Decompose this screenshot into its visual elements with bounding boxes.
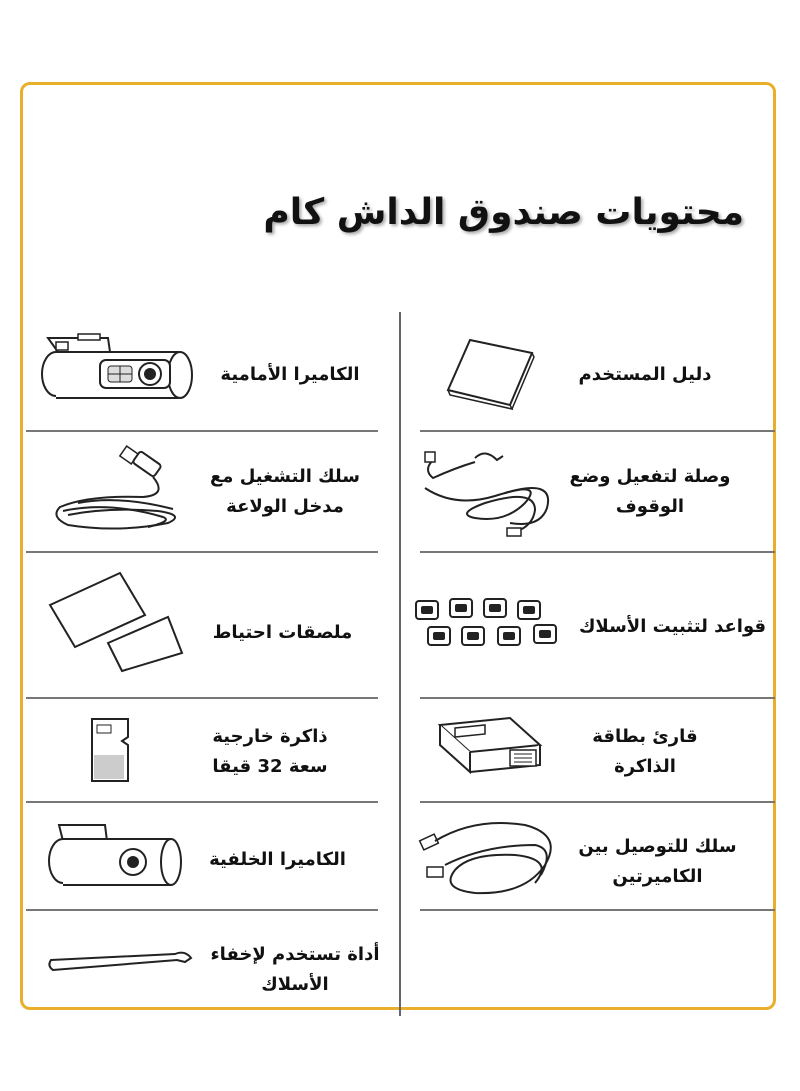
row-divider <box>26 551 378 553</box>
item-label-manual: دليل المستخدم <box>578 364 712 385</box>
manual-booklet-icon <box>440 335 540 414</box>
cable-clips-icon <box>408 595 568 659</box>
item-label-camera-link-cable: سلك للتوصيل بين الكاميرتين <box>578 836 737 887</box>
item-label-pry-tool: أداة تستخدم لإخفاء الأسلاك <box>210 944 380 995</box>
trim-tool-icon <box>45 940 195 984</box>
front-camera-icon <box>38 330 198 414</box>
row-divider <box>420 430 775 432</box>
row-divider <box>420 801 775 803</box>
card-reader-icon <box>430 710 550 789</box>
row-divider <box>26 697 378 699</box>
page-title: محتويات صندوق الداش كام <box>263 192 744 233</box>
item-label-stickers: ملصقات احتياط <box>212 622 353 643</box>
column-divider <box>399 312 401 1016</box>
row-divider <box>420 697 775 699</box>
row-divider <box>420 551 775 553</box>
parking-mode-cable-icon <box>415 448 565 542</box>
row-divider <box>26 430 378 432</box>
row-divider <box>420 909 775 911</box>
micro-sd-card-icon <box>88 715 138 789</box>
item-label-front-camera: الكاميرا الأمامية <box>220 364 360 385</box>
rear-camera-icon <box>45 815 190 899</box>
row-divider <box>26 909 378 911</box>
item-label-power-cable: سلك التشغيل مع مدخل الولاعة <box>210 466 360 517</box>
car-charger-cable-icon <box>48 445 188 539</box>
item-label-card-reader: قارئ بطاقة الذاكرة <box>592 726 698 777</box>
item-label-memory-card: ذاكرة خارجية سعة 32 قيقا <box>212 726 328 777</box>
item-label-parking-cable: وصلة لتفعيل وضع الوقوف <box>569 466 731 517</box>
spare-stickers-icon <box>40 565 190 679</box>
camera-link-cable-icon <box>415 815 565 909</box>
row-divider <box>26 801 378 803</box>
item-label-rear-camera: الكاميرا الخلفية <box>209 849 346 870</box>
item-label-cable-clips: قواعد لتثبيت الأسلاك <box>578 616 767 637</box>
